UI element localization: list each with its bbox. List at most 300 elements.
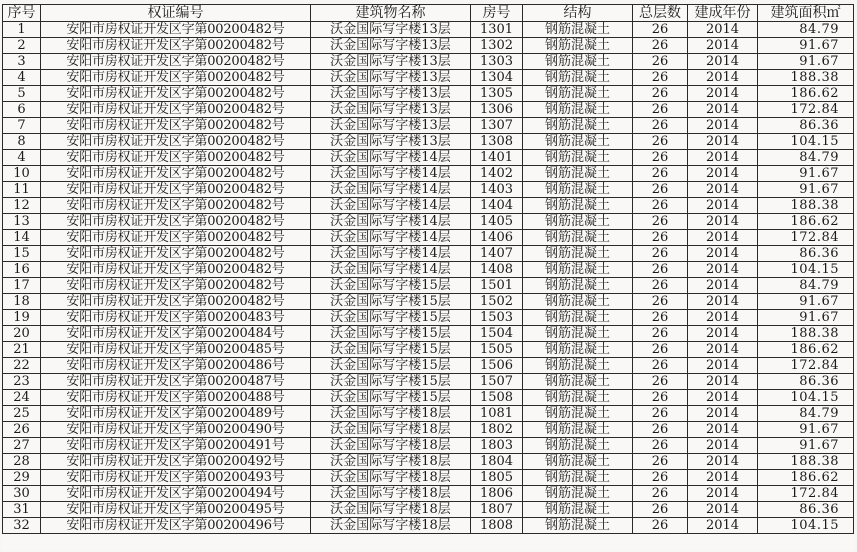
cell-floors: 26 <box>633 326 688 342</box>
cell-year: 2014 <box>688 166 758 182</box>
table-row <box>3 518 854 534</box>
cell-seq: 10 <box>3 166 41 182</box>
cell-floors: 26 <box>633 486 688 502</box>
cell-cert: 安阳市房权证开发区字第00200485号 <box>41 342 311 358</box>
cell-area: 84.79 <box>758 22 854 38</box>
cell-cert: 安阳市房权证开发区字第00200486号 <box>41 358 311 374</box>
cell-building: 沃金国际写字楼14层 <box>311 214 471 230</box>
cell-area: 104.15 <box>758 134 854 150</box>
cell-room: 1306 <box>471 102 523 118</box>
cell-area: 91.67 <box>758 38 854 54</box>
header-room: 房号 <box>471 5 523 22</box>
table-row <box>3 278 854 294</box>
cell-seq: 28 <box>3 454 41 470</box>
cell-year: 2014 <box>688 294 758 310</box>
cell-year: 2014 <box>688 470 758 486</box>
cell-floors: 26 <box>633 262 688 278</box>
header-year: 建成年份 <box>688 5 758 22</box>
cell-floors: 26 <box>633 54 688 70</box>
cell-floors: 26 <box>633 198 688 214</box>
cell-area: 86.36 <box>758 502 854 518</box>
cell-cert: 安阳市房权证开发区字第00200482号 <box>41 214 311 230</box>
cell-room: 1508 <box>471 390 523 406</box>
cell-structure: 钢筋混凝土 <box>523 310 633 326</box>
cell-room: 1304 <box>471 70 523 86</box>
header-floors: 总层数 <box>633 5 688 22</box>
cell-seq: 26 <box>3 422 41 438</box>
cell-structure: 钢筋混凝土 <box>523 150 633 166</box>
cell-area: 186.62 <box>758 342 854 358</box>
cell-seq: 20 <box>3 326 41 342</box>
cell-building: 沃金国际写字楼18层 <box>311 470 471 486</box>
cell-year: 2014 <box>688 342 758 358</box>
cell-floors: 26 <box>633 518 688 534</box>
cell-cert: 安阳市房权证开发区字第00200482号 <box>41 262 311 278</box>
cell-area: 188.38 <box>758 70 854 86</box>
cell-seq: 4 <box>3 70 41 86</box>
table-row <box>3 230 854 246</box>
table-row <box>3 374 854 390</box>
cell-year: 2014 <box>688 134 758 150</box>
cell-cert: 安阳市房权证开发区字第00200494号 <box>41 486 311 502</box>
cell-structure: 钢筋混凝土 <box>523 438 633 454</box>
cell-cert: 安阳市房权证开发区字第00200493号 <box>41 470 311 486</box>
cell-year: 2014 <box>688 102 758 118</box>
cell-year: 2014 <box>688 246 758 262</box>
table-row <box>3 22 854 38</box>
cell-floors: 26 <box>633 310 688 326</box>
cell-building: 沃金国际写字楼18层 <box>311 502 471 518</box>
cell-floors: 26 <box>633 70 688 86</box>
cell-area: 172.84 <box>758 102 854 118</box>
cell-year: 2014 <box>688 262 758 278</box>
cell-seq: 32 <box>3 518 41 534</box>
cell-year: 2014 <box>688 438 758 454</box>
cell-area: 104.15 <box>758 390 854 406</box>
cell-room: 1308 <box>471 134 523 150</box>
cell-year: 2014 <box>688 86 758 102</box>
table-row <box>3 38 854 54</box>
cell-floors: 26 <box>633 294 688 310</box>
cell-year: 2014 <box>688 454 758 470</box>
cell-year: 2014 <box>688 390 758 406</box>
header-cert: 权证编号 <box>41 5 311 22</box>
cell-cert: 安阳市房权证开发区字第00200482号 <box>41 150 311 166</box>
header-structure: 结构 <box>523 5 633 22</box>
table-row <box>3 246 854 262</box>
cell-area: 104.15 <box>758 262 854 278</box>
table-row <box>3 390 854 406</box>
table-row <box>3 198 854 214</box>
cell-floors: 26 <box>633 358 688 374</box>
cell-year: 2014 <box>688 118 758 134</box>
cell-area: 104.15 <box>758 518 854 534</box>
cell-cert: 安阳市房权证开发区字第00200482号 <box>41 182 311 198</box>
table-row <box>3 134 854 150</box>
cell-seq: 18 <box>3 294 41 310</box>
cell-seq: 16 <box>3 262 41 278</box>
cell-cert: 安阳市房权证开发区字第00200482号 <box>41 246 311 262</box>
table-row <box>3 342 854 358</box>
cell-area: 84.79 <box>758 150 854 166</box>
property-list-sheet <box>2 4 855 550</box>
cell-year: 2014 <box>688 406 758 422</box>
cell-building: 沃金国际写字楼13层 <box>311 134 471 150</box>
table-row <box>3 310 854 326</box>
cell-structure: 钢筋混凝土 <box>523 70 633 86</box>
cell-seq: 17 <box>3 278 41 294</box>
cell-cert: 安阳市房权证开发区字第00200488号 <box>41 390 311 406</box>
table-row <box>3 214 854 230</box>
cell-year: 2014 <box>688 310 758 326</box>
header-area: 建筑面积㎡ <box>758 5 854 22</box>
cell-building: 沃金国际写字楼13层 <box>311 118 471 134</box>
cell-seq: 13 <box>3 214 41 230</box>
table-row <box>3 294 854 310</box>
cell-room: 1406 <box>471 230 523 246</box>
cell-cert: 安阳市房权证开发区字第00200482号 <box>41 70 311 86</box>
cell-room: 1408 <box>471 262 523 278</box>
table-row <box>3 454 854 470</box>
cell-area: 186.62 <box>758 214 854 230</box>
cell-room: 1303 <box>471 54 523 70</box>
cell-area: 172.84 <box>758 486 854 502</box>
cell-building: 沃金国际写字楼13层 <box>311 102 471 118</box>
cell-building: 沃金国际写字楼18层 <box>311 406 471 422</box>
cell-cert: 安阳市房权证开发区字第00200483号 <box>41 310 311 326</box>
cell-structure: 钢筋混凝土 <box>523 518 633 534</box>
cell-structure: 钢筋混凝土 <box>523 358 633 374</box>
cell-structure: 钢筋混凝土 <box>523 54 633 70</box>
cell-area: 86.36 <box>758 118 854 134</box>
cell-cert: 安阳市房权证开发区字第00200482号 <box>41 54 311 70</box>
table-row <box>3 182 854 198</box>
cell-seq: 3 <box>3 54 41 70</box>
header-row <box>3 5 854 22</box>
header-seq: 序号 <box>3 5 41 22</box>
cell-room: 1806 <box>471 486 523 502</box>
cell-seq: 14 <box>3 230 41 246</box>
cell-structure: 钢筋混凝土 <box>523 166 633 182</box>
cell-room: 1808 <box>471 518 523 534</box>
table-row <box>3 166 854 182</box>
cell-floors: 26 <box>633 166 688 182</box>
cell-year: 2014 <box>688 358 758 374</box>
cell-room: 1407 <box>471 246 523 262</box>
cell-room: 1505 <box>471 342 523 358</box>
cell-structure: 钢筋混凝土 <box>523 198 633 214</box>
cell-building: 沃金国际写字楼15层 <box>311 374 471 390</box>
cell-seq: 5 <box>3 86 41 102</box>
cell-year: 2014 <box>688 278 758 294</box>
cell-structure: 钢筋混凝土 <box>523 118 633 134</box>
cell-structure: 钢筋混凝土 <box>523 214 633 230</box>
cell-structure: 钢筋混凝土 <box>523 454 633 470</box>
cell-area: 84.79 <box>758 278 854 294</box>
cell-room: 1506 <box>471 358 523 374</box>
cell-structure: 钢筋混凝土 <box>523 374 633 390</box>
cell-area: 84.79 <box>758 406 854 422</box>
cell-floors: 26 <box>633 406 688 422</box>
cell-seq: 12 <box>3 198 41 214</box>
cell-seq: 24 <box>3 390 41 406</box>
cell-structure: 钢筋混凝土 <box>523 470 633 486</box>
cell-room: 1805 <box>471 470 523 486</box>
cell-year: 2014 <box>688 486 758 502</box>
cell-seq: 4 <box>3 150 41 166</box>
cell-seq: 6 <box>3 102 41 118</box>
cell-floors: 26 <box>633 278 688 294</box>
cell-cert: 安阳市房权证开发区字第00200482号 <box>41 278 311 294</box>
cell-floors: 26 <box>633 150 688 166</box>
table-row <box>3 118 854 134</box>
cell-structure: 钢筋混凝土 <box>523 182 633 198</box>
cell-structure: 钢筋混凝土 <box>523 342 633 358</box>
cell-building: 沃金国际写字楼18层 <box>311 454 471 470</box>
cell-seq: 2 <box>3 38 41 54</box>
table-body <box>3 22 854 534</box>
cell-area: 86.36 <box>758 374 854 390</box>
cell-building: 沃金国际写字楼15层 <box>311 326 471 342</box>
cell-room: 1302 <box>471 38 523 54</box>
cell-building: 沃金国际写字楼15层 <box>311 278 471 294</box>
cell-room: 1501 <box>471 278 523 294</box>
cell-building: 沃金国际写字楼14层 <box>311 262 471 278</box>
cell-year: 2014 <box>688 502 758 518</box>
cell-area: 172.84 <box>758 358 854 374</box>
cell-seq: 25 <box>3 406 41 422</box>
cell-cert: 安阳市房权证开发区字第00200484号 <box>41 326 311 342</box>
cell-building: 沃金国际写字楼14层 <box>311 230 471 246</box>
table-row <box>3 422 854 438</box>
cell-cert: 安阳市房权证开发区字第00200489号 <box>41 406 311 422</box>
cell-area: 186.62 <box>758 86 854 102</box>
cell-area: 186.62 <box>758 470 854 486</box>
cell-floors: 26 <box>633 342 688 358</box>
cell-cert: 安阳市房权证开发区字第00200482号 <box>41 86 311 102</box>
cell-floors: 26 <box>633 246 688 262</box>
cell-building: 沃金国际写字楼13层 <box>311 38 471 54</box>
cell-area: 91.67 <box>758 182 854 198</box>
cell-floors: 26 <box>633 422 688 438</box>
cell-structure: 钢筋混凝土 <box>523 22 633 38</box>
cell-floors: 26 <box>633 374 688 390</box>
cell-floors: 26 <box>633 502 688 518</box>
cell-room: 1502 <box>471 294 523 310</box>
table-row <box>3 262 854 278</box>
cell-room: 1507 <box>471 374 523 390</box>
cell-floors: 26 <box>633 134 688 150</box>
cell-building: 沃金国际写字楼15层 <box>311 310 471 326</box>
cell-cert: 安阳市房权证开发区字第00200482号 <box>41 198 311 214</box>
cell-building: 沃金国际写字楼13层 <box>311 22 471 38</box>
cell-floors: 26 <box>633 22 688 38</box>
cell-cert: 安阳市房权证开发区字第00200482号 <box>41 134 311 150</box>
cell-building: 沃金国际写字楼15层 <box>311 342 471 358</box>
cell-structure: 钢筋混凝土 <box>523 390 633 406</box>
table-row <box>3 102 854 118</box>
cell-year: 2014 <box>688 422 758 438</box>
cell-room: 1081 <box>471 406 523 422</box>
cell-year: 2014 <box>688 22 758 38</box>
cell-floors: 26 <box>633 454 688 470</box>
cell-floors: 26 <box>633 438 688 454</box>
cell-cert: 安阳市房权证开发区字第00200491号 <box>41 438 311 454</box>
cell-room: 1803 <box>471 438 523 454</box>
cell-building: 沃金国际写字楼18层 <box>311 486 471 502</box>
cell-cert: 安阳市房权证开发区字第00200482号 <box>41 294 311 310</box>
cell-seq: 23 <box>3 374 41 390</box>
cell-area: 91.67 <box>758 422 854 438</box>
cell-floors: 26 <box>633 86 688 102</box>
cell-structure: 钢筋混凝土 <box>523 230 633 246</box>
cell-building: 沃金国际写字楼15层 <box>311 358 471 374</box>
cell-year: 2014 <box>688 198 758 214</box>
cell-year: 2014 <box>688 230 758 246</box>
cell-structure: 钢筋混凝土 <box>523 38 633 54</box>
cell-seq: 30 <box>3 486 41 502</box>
cell-seq: 21 <box>3 342 41 358</box>
cell-seq: 19 <box>3 310 41 326</box>
cell-cert: 安阳市房权证开发区字第00200482号 <box>41 102 311 118</box>
cell-floors: 26 <box>633 470 688 486</box>
table-row <box>3 86 854 102</box>
cell-seq: 29 <box>3 470 41 486</box>
cell-room: 1503 <box>471 310 523 326</box>
cell-area: 86.36 <box>758 246 854 262</box>
cell-seq: 8 <box>3 134 41 150</box>
cell-building: 沃金国际写字楼15层 <box>311 294 471 310</box>
cell-room: 1405 <box>471 214 523 230</box>
table-row <box>3 486 854 502</box>
cell-building: 沃金国际写字楼14层 <box>311 246 471 262</box>
cell-building: 沃金国际写字楼18层 <box>311 438 471 454</box>
cell-structure: 钢筋混凝土 <box>523 502 633 518</box>
table-row <box>3 326 854 342</box>
cell-structure: 钢筋混凝土 <box>523 422 633 438</box>
cell-seq: 15 <box>3 246 41 262</box>
cell-room: 1305 <box>471 86 523 102</box>
table-row <box>3 70 854 86</box>
table-row <box>3 438 854 454</box>
cell-area: 188.38 <box>758 326 854 342</box>
table-row <box>3 54 854 70</box>
cell-room: 1504 <box>471 326 523 342</box>
cell-seq: 31 <box>3 502 41 518</box>
cell-building: 沃金国际写字楼13层 <box>311 70 471 86</box>
cell-structure: 钢筋混凝土 <box>523 294 633 310</box>
cell-area: 172.84 <box>758 230 854 246</box>
cell-building: 沃金国际写字楼14层 <box>311 166 471 182</box>
cell-building: 沃金国际写字楼15层 <box>311 390 471 406</box>
cell-floors: 26 <box>633 230 688 246</box>
cell-building: 沃金国际写字楼14层 <box>311 150 471 166</box>
cell-year: 2014 <box>688 150 758 166</box>
cell-structure: 钢筋混凝土 <box>523 102 633 118</box>
cell-room: 1404 <box>471 198 523 214</box>
cell-cert: 安阳市房权证开发区字第00200482号 <box>41 118 311 134</box>
header-building: 建筑物名称 <box>311 5 471 22</box>
table-row <box>3 150 854 166</box>
cell-room: 1403 <box>471 182 523 198</box>
cell-cert: 安阳市房权证开发区字第00200490号 <box>41 422 311 438</box>
cell-area: 91.67 <box>758 166 854 182</box>
table-row <box>3 358 854 374</box>
cell-building: 沃金国际写字楼13层 <box>311 86 471 102</box>
table-row <box>3 502 854 518</box>
cell-floors: 26 <box>633 390 688 406</box>
cell-cert: 安阳市房权证开发区字第00200482号 <box>41 22 311 38</box>
cell-year: 2014 <box>688 214 758 230</box>
cell-seq: 7 <box>3 118 41 134</box>
cell-year: 2014 <box>688 374 758 390</box>
cell-area: 91.67 <box>758 294 854 310</box>
cell-structure: 钢筋混凝土 <box>523 246 633 262</box>
cell-cert: 安阳市房权证开发区字第00200482号 <box>41 230 311 246</box>
cell-area: 91.67 <box>758 54 854 70</box>
cell-cert: 安阳市房权证开发区字第00200496号 <box>41 518 311 534</box>
cell-room: 1804 <box>471 454 523 470</box>
cell-year: 2014 <box>688 518 758 534</box>
cell-building: 沃金国际写字楼14层 <box>311 182 471 198</box>
cell-floors: 26 <box>633 182 688 198</box>
cell-cert: 安阳市房权证开发区字第00200487号 <box>41 374 311 390</box>
cell-room: 1307 <box>471 118 523 134</box>
cell-structure: 钢筋混凝土 <box>523 278 633 294</box>
cell-structure: 钢筋混凝土 <box>523 486 633 502</box>
cell-floors: 26 <box>633 38 688 54</box>
cell-floors: 26 <box>633 102 688 118</box>
cell-cert: 安阳市房权证开发区字第00200482号 <box>41 166 311 182</box>
cell-year: 2014 <box>688 70 758 86</box>
cell-building: 沃金国际写字楼18层 <box>311 422 471 438</box>
cell-building: 沃金国际写字楼13层 <box>311 54 471 70</box>
cell-room: 1402 <box>471 166 523 182</box>
cell-year: 2014 <box>688 38 758 54</box>
cell-cert: 安阳市房权证开发区字第00200482号 <box>41 38 311 54</box>
cell-building: 沃金国际写字楼14层 <box>311 198 471 214</box>
cell-structure: 钢筋混凝土 <box>523 134 633 150</box>
cell-seq: 11 <box>3 182 41 198</box>
property-table <box>2 4 854 534</box>
cell-cert: 安阳市房权证开发区字第00200495号 <box>41 502 311 518</box>
cell-seq: 1 <box>3 22 41 38</box>
cell-structure: 钢筋混凝土 <box>523 406 633 422</box>
cell-year: 2014 <box>688 326 758 342</box>
cell-cert: 安阳市房权证开发区字第00200492号 <box>41 454 311 470</box>
cell-room: 1802 <box>471 422 523 438</box>
cell-area: 188.38 <box>758 454 854 470</box>
cell-seq: 22 <box>3 358 41 374</box>
cell-area: 91.67 <box>758 310 854 326</box>
cell-floors: 26 <box>633 214 688 230</box>
cell-building: 沃金国际写字楼18层 <box>311 518 471 534</box>
cell-area: 91.67 <box>758 438 854 454</box>
cell-year: 2014 <box>688 182 758 198</box>
cell-room: 1301 <box>471 22 523 38</box>
cell-year: 2014 <box>688 54 758 70</box>
cell-area: 188.38 <box>758 198 854 214</box>
cell-room: 1807 <box>471 502 523 518</box>
cell-room: 1401 <box>471 150 523 166</box>
cell-seq: 27 <box>3 438 41 454</box>
cell-floors: 26 <box>633 118 688 134</box>
cell-structure: 钢筋混凝土 <box>523 262 633 278</box>
table-row <box>3 470 854 486</box>
cell-structure: 钢筋混凝土 <box>523 326 633 342</box>
cell-structure: 钢筋混凝土 <box>523 86 633 102</box>
table-row <box>3 406 854 422</box>
